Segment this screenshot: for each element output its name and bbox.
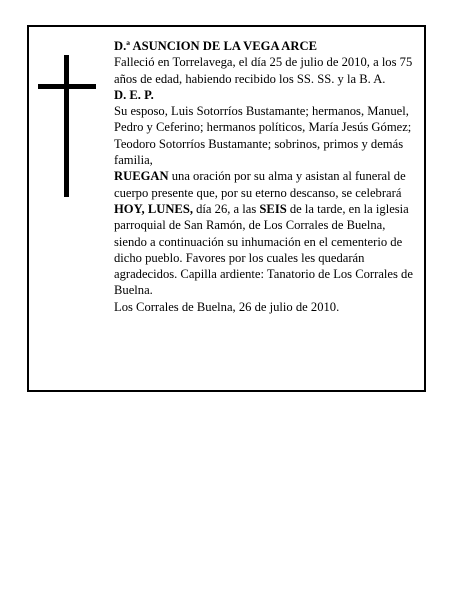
funeral-request <box>114 168 420 298</box>
request-text-2: día 26, a las <box>192 201 260 216</box>
obituary-text <box>114 38 420 315</box>
rest-in-peace: D. E. P. <box>114 87 154 102</box>
seis-label: SEIS <box>259 201 287 216</box>
ruegan-label: RUEGAN <box>114 169 169 184</box>
deceased-name: D.ª ASUNCION DE LA VEGA ARCE <box>114 39 317 53</box>
cross-icon-horizontal-bar <box>38 84 96 89</box>
request-text-3: de la tarde, en la iglesia parroquial de San Ramón, de Los Corrales de Buelna, siendo a continuación su inhumación en el cementerio de dicho pueblo. Favores por los cuales les quedarán agradecidos. Capilla ardiente: Tanatorio de Los Corrales de Buelna. <box>114 201 413 298</box>
hoy-lunes-label: HOY, LUNES, <box>114 201 193 216</box>
death-notice: Falleció en Torrelavega, el día 25 de julio de 2010, a los 75 años de edad, habiendo recibido los SS. SS. y la B. A. <box>114 55 413 86</box>
request-text-1: una oración por su alma y asistan al funeral de cuerpo presente que, por su eterno descanso, se celebrará <box>114 169 406 200</box>
place-date: Los Corrales de Buelna, 26 de julio de 2010. <box>114 299 340 314</box>
family-list: Su esposo, Luis Sotorríos Bustamante; hermanos, Manuel, Pedro y Ceferino; hermanos políticos, María Jesús Gómez; Teodoro Sotorríos Bustamante; sobrinos, primos y demás familia, <box>114 104 412 168</box>
cross-icon-vertical-bar <box>64 55 69 197</box>
